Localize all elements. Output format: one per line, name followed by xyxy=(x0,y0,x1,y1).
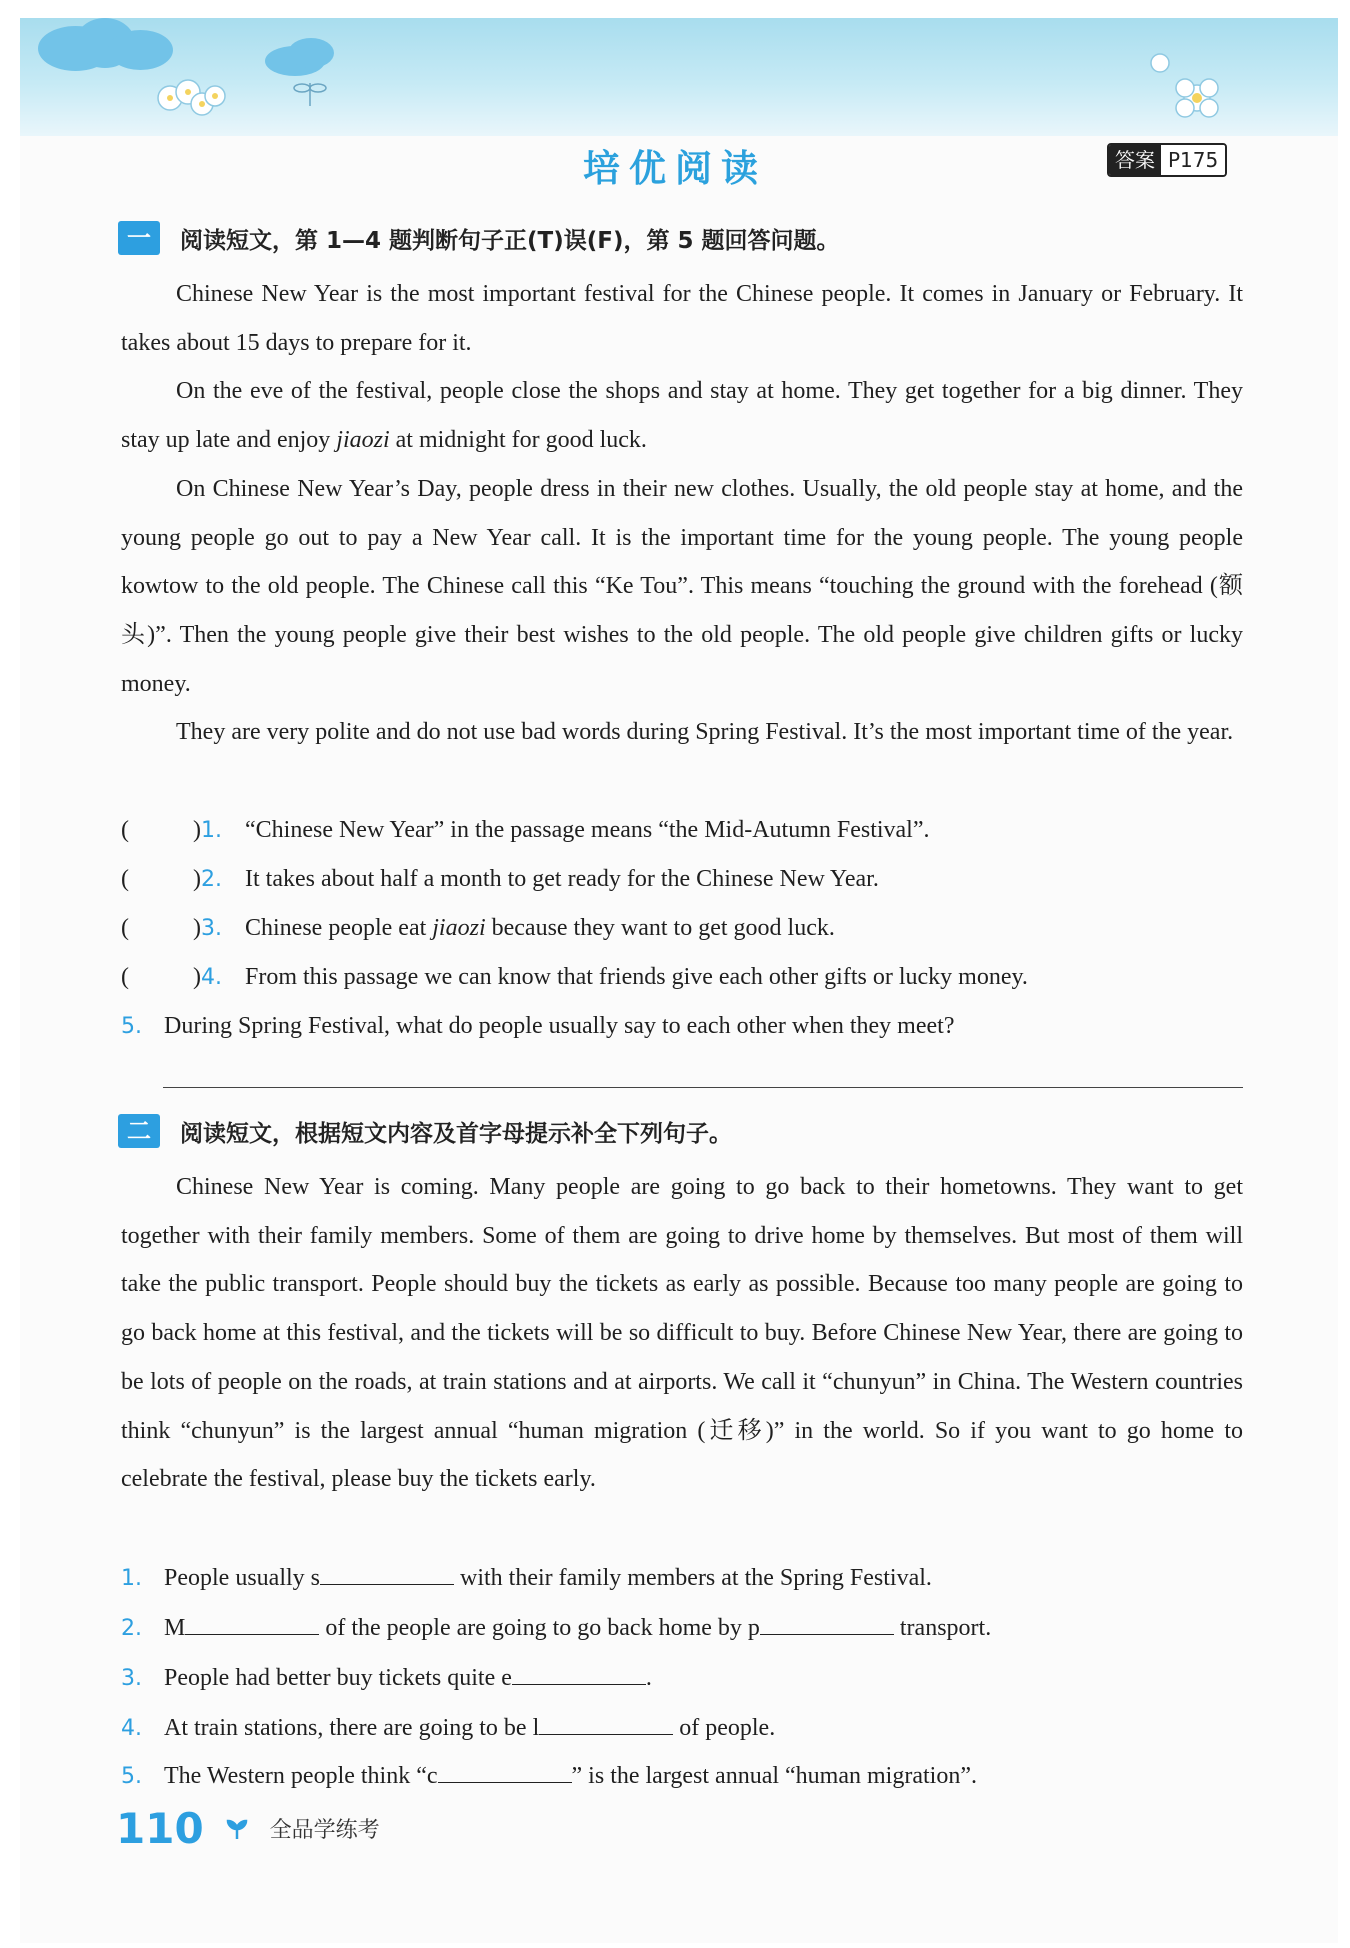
page-footer xyxy=(116,1804,380,1853)
cloud-decoration xyxy=(288,38,334,68)
fill-blank[interactable] xyxy=(539,1710,673,1735)
section-2-header xyxy=(118,1114,732,1148)
cloud-decoration xyxy=(108,30,173,70)
tf-question-2: ( )2. It takes about half a month to get ready for the Chinese New Year. xyxy=(121,863,1261,896)
flower-decoration-icon xyxy=(130,68,240,128)
fill-blank[interactable] xyxy=(438,1758,572,1783)
dragonfly-icon xyxy=(290,78,330,108)
section-2-passage xyxy=(121,1163,1243,1504)
fill-question-2: 2. M of the people are going to go back home by p transport. xyxy=(121,1610,1261,1645)
header-banner xyxy=(20,18,1338,136)
fill-blank[interactable] xyxy=(320,1560,454,1585)
answer-paren[interactable]: ( xyxy=(121,964,129,990)
brand-name: 全品学练考 xyxy=(269,1818,380,1843)
answer-paren[interactable]: ( xyxy=(121,915,129,941)
section-1-passage xyxy=(121,270,1243,757)
tf-question-4: ( )4. From this passage we can know that friends give each other gifts or lucky money. xyxy=(121,961,1261,994)
fill-question-3: 3. People had better buy tickets quite e . xyxy=(121,1660,1261,1695)
passage-paragraph: On Chinese New Year’s Day, people dress in their new clothes. Usually, the old people stay at home, and the young people go out to pay a New Year call. It is the important time for the young people. The young people kowtow to the old people. The Chinese call this “Ke Tou”. This means “touching the ground with the forehead (额头)”. Then the young people give their best wishes to the old people. The old people give children gifts or lucky money. xyxy=(121,475,1243,697)
fill-question-5: 5. The Western people think “c ” is the largest annual “human migration”. xyxy=(121,1758,1261,1793)
passage-paragraph: Chinese New Year is coming. Many people are going to go back to their hometowns. They want to get together with their family members. Some of them are going to drive home by themselves. But most of them will take the public transport. People should buy the tickets as early as possible. Because too many people are going to go back home at this festival, and the tickets will be so difficult to buy. Before Chinese New Year, there are going to be lots of people on the roads, at train stations and at airports. We call it “chunyun” in China. The Western countries think “chunyun” is the largest annual “human migration (迁移)” in the world. So if you want to go home to celebrate the festival, please buy the tickets early. xyxy=(121,1174,1243,1493)
section-2-instruction: 阅读短文，根据短文内容及首字母提示补全下列句子。 xyxy=(180,1120,732,1147)
answer-paren[interactable]: ( xyxy=(121,817,129,843)
section-1-badge: 一 xyxy=(118,221,160,255)
fill-question-1: 1. People usually s with their family members at the Spring Festival. xyxy=(121,1560,1261,1595)
passage-paragraph: Chinese New Year is the most important festival for the Chinese people. It comes in January or February. It takes about 15 days to prepare for it. xyxy=(121,281,1243,356)
sprout-icon xyxy=(226,1818,248,1840)
answer-label: 答案 xyxy=(1109,145,1161,175)
flower-decoration-icon xyxy=(1145,48,1235,133)
fill-question-4: 4. At train stations, there are going to be l of people. xyxy=(121,1710,1261,1745)
open-question-5: 5. During Spring Festival, what do people usually say to each other when they meet? xyxy=(121,1013,955,1039)
page-number: 110 xyxy=(116,1804,204,1853)
answer-line[interactable] xyxy=(163,1087,1243,1088)
tf-question-3: ( )3. Chinese people eat jiaozi because they want to get good luck. xyxy=(121,912,1261,945)
passage-paragraph: On the eve of the festival, people close the shops and stay at home. They get together for a big dinner. They stay up late and enjoy jiaozi at midnight for good luck. xyxy=(121,378,1243,454)
fill-blank[interactable] xyxy=(760,1610,894,1635)
page-title: 培优阅读 xyxy=(583,147,767,190)
section-2-badge: 二 xyxy=(118,1114,160,1148)
fill-blank[interactable] xyxy=(512,1660,646,1685)
tf-question-1: ( )1. “Chinese New Year” in the passage means “the Mid-Autumn Festival”. xyxy=(121,814,1261,847)
answer-reference xyxy=(1107,143,1227,177)
fill-blank[interactable] xyxy=(185,1610,319,1635)
passage-paragraph: They are very polite and do not use bad words during Spring Festival. It’s the most important time of the year. xyxy=(176,719,1234,746)
section-1-header xyxy=(118,221,840,255)
answer-page: P175 xyxy=(1161,145,1225,175)
section-1-instruction: 阅读短文，第 1—4 题判断句子正(T)误(F)，第 5 题回答问题。 xyxy=(180,227,840,254)
answer-paren[interactable]: ( xyxy=(121,866,129,892)
